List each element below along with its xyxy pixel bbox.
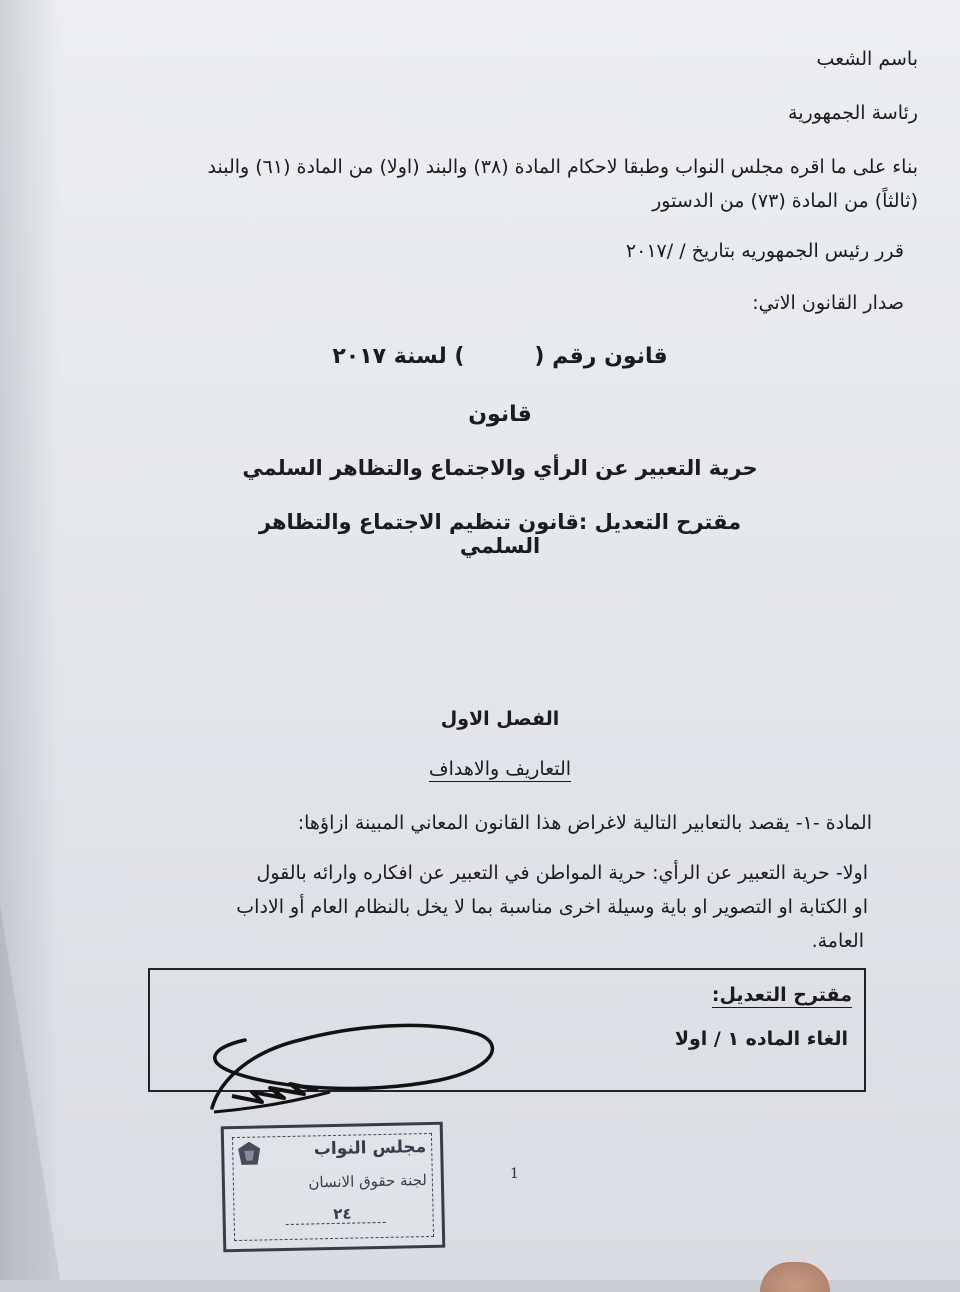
parliament-stamp xyxy=(221,1122,446,1253)
law-number-prefix: قانون رقم ( xyxy=(534,344,668,369)
preamble-line-1: بناء على ما اقره مجلس النواب وطبقا لاحكام المادة (٣٨) والبند (اولا) من المادة (٦١) والبند xyxy=(207,156,918,178)
item-1-line-2: او الكتابة او التصوير او باية وسيلة اخرى مناسبة بما لا يخل بالنظام العام أو الاداب xyxy=(236,896,868,918)
preamble-line-2: (ثالثاً) من المادة (٧٣) من الدستور xyxy=(652,190,918,212)
law-heading: قانون xyxy=(468,402,532,427)
decision-line: قرر رئيس الجمهوريه بتاريخ / /٢٠١٧ xyxy=(625,240,904,262)
header-line-1: باسم الشعب xyxy=(816,48,918,70)
stamp-line-2: لجنة حقوق الانسان xyxy=(308,1171,428,1192)
header-line-2: رئاسة الجمهورية xyxy=(788,102,918,124)
chapter-title: الفصل الاول xyxy=(440,708,560,730)
item-1-line-1: اولا- حرية التعبير عن الرأي: حرية المواطن في التعبير عن افكاره وارائه بالقول xyxy=(256,862,868,884)
chapter-subtitle-text: التعاريف والاهداف xyxy=(428,758,572,780)
iraq-emblem-icon xyxy=(234,1138,265,1169)
amendment-label: مقترح التعديل: xyxy=(711,984,852,1006)
article-1: المادة -١- يقصد بالتعابير التالية لاغراض هذا القانون المعاني المبينة ازاؤها: xyxy=(297,812,872,834)
amendment-title: مقترح التعديل :قانون تنظيم الاجتماع والتظاهر السلمي xyxy=(258,510,742,558)
stamp-line-1: مجلس النواب xyxy=(313,1137,427,1160)
page-number: 1 xyxy=(510,1166,519,1182)
law-name: حرية التعبير عن الرأي والاجتماع والتظاهر السلمي xyxy=(242,456,758,480)
issue-line: صدار القانون الاتي: xyxy=(752,292,904,314)
amendment-text: الغاء الماده ١ / اولا xyxy=(674,1028,848,1050)
stamp-line-3: ٢٤ xyxy=(333,1204,352,1223)
item-1-line-3: العامة. xyxy=(811,930,864,952)
law-number-suffix: ) لسنة ٢٠١٧ xyxy=(332,344,465,369)
